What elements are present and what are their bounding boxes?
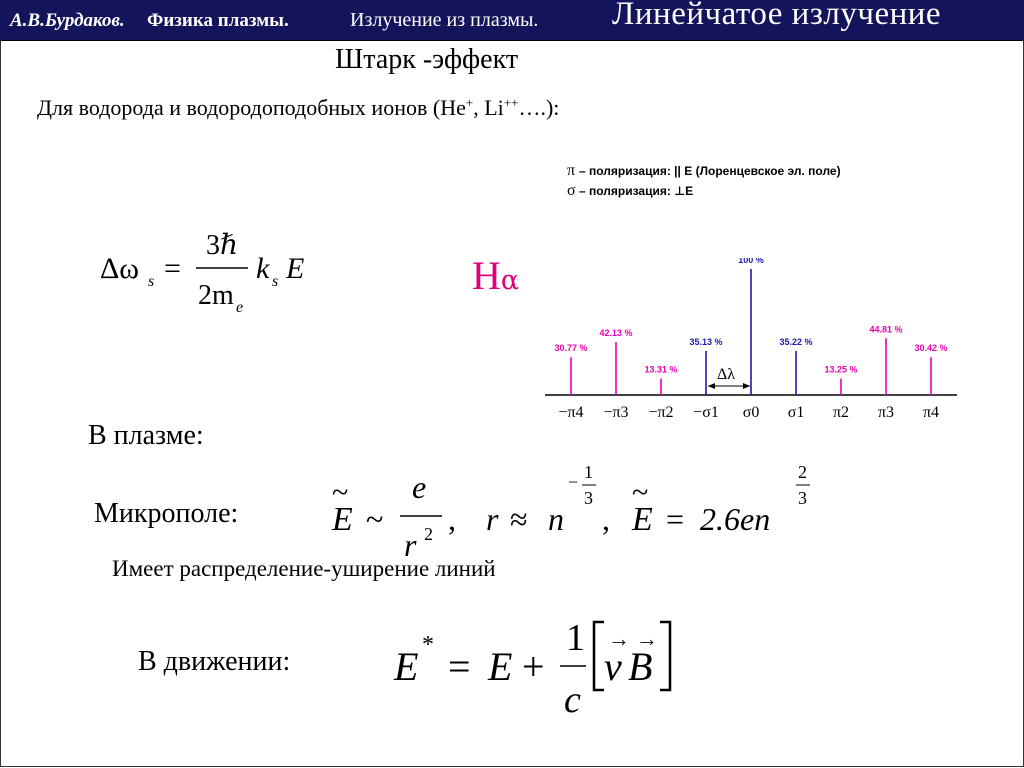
motion-label: В движении:	[138, 646, 291, 677]
header-topic: Излучение из плазмы.	[350, 9, 539, 31]
stark-denominator: 2m	[198, 280, 234, 311]
stark-k-sub: s	[272, 273, 279, 290]
stark-E: E	[286, 252, 305, 285]
stark-spectrum	[545, 258, 965, 430]
motion-B: B	[628, 644, 653, 689]
spectrum-tick-label: −π2	[648, 404, 674, 421]
stark-eq: =	[164, 252, 181, 285]
spectrum-value-label: 13.25 %	[824, 364, 858, 375]
header-author: А.В.Бурдаков.	[10, 10, 125, 31]
spectrum-value-label: 44.81 %	[869, 324, 903, 335]
intro-mid: , Li	[473, 95, 504, 120]
spectrum-tick-label: σ0	[742, 404, 760, 421]
motion-one: 1	[566, 617, 585, 659]
delta-omega: Δω	[100, 252, 140, 285]
intro-text	[37, 95, 559, 121]
micro-r: r	[486, 501, 499, 537]
spectrum-value-label: 13.31 %	[644, 364, 678, 375]
stark-k: k	[256, 252, 270, 285]
microfield-label: Микрополе:	[94, 498, 239, 529]
header-title: Линейчатое излучение	[612, 0, 942, 32]
motion-E: E	[488, 644, 513, 689]
micro-rhs: 2.6en	[700, 501, 771, 537]
motion-star: *	[422, 632, 434, 658]
spectrum-tick-label: π4	[922, 404, 940, 421]
spectrum-value-label: 35.22 %	[779, 336, 813, 347]
motion-B-arrow: →	[636, 626, 658, 651]
intro-main: Для водорода и водородоподобных ионов (He	[37, 95, 466, 120]
spectrum-value-label: 30.77 %	[554, 343, 588, 354]
stark-denominator-sub: e	[236, 299, 244, 316]
h-alpha-H: H	[472, 253, 501, 298]
intro-sup-plus: +	[465, 95, 474, 110]
legend-pi-text: – поляризация: || E (Лоренцевское эл. поле)	[579, 164, 841, 178]
spectrum-lines	[554, 258, 947, 421]
header-course: Физика плазмы.	[147, 10, 289, 31]
delta-omega-sub: s	[148, 273, 155, 290]
intro-sup-plusplus: ++	[503, 95, 519, 110]
micro-exp-num: 1	[584, 462, 593, 482]
spectrum-tick-label: σ1	[787, 404, 805, 421]
motion-eq: =	[448, 644, 471, 689]
spectrum-tick-label: −π3	[603, 404, 629, 421]
h-alpha-sub: α	[500, 265, 520, 296]
motion-bracket-right	[660, 622, 670, 690]
motion-v-arrow: →	[608, 626, 630, 651]
microfield-formula	[326, 458, 826, 564]
spectrum-value-label: 35.13 %	[689, 336, 723, 347]
spectrum-tick-label: π3	[877, 404, 895, 421]
stark-numerator: 3ℏ	[206, 230, 239, 261]
micro-sim: ~	[366, 501, 384, 537]
micro-E: E	[332, 501, 353, 538]
delta-lambda-marker	[708, 366, 750, 389]
micro-E2-tilde: ~	[632, 476, 649, 509]
micro-approx: ≈	[510, 501, 528, 537]
slide-subtitle: Штарк -эффект	[335, 44, 519, 75]
legend-pi-symbol: π	[567, 162, 576, 179]
delta-lambda-arrow-left	[708, 383, 715, 389]
delta-lambda-arrow-right	[743, 383, 750, 389]
intro-end: ….):	[518, 95, 560, 120]
spectrum-value-label: 100 %	[738, 258, 764, 265]
polarization-legend	[565, 158, 965, 202]
micro-denominator: r	[404, 527, 417, 563]
micro-exp-minus: −	[568, 472, 579, 492]
micro-comma-1: ,	[448, 501, 456, 537]
spectrum-value-label: 42.13 %	[599, 328, 633, 339]
motion-bracket-left	[594, 622, 604, 690]
micro-exp-den: 3	[584, 488, 593, 508]
motion-c: c	[564, 679, 581, 721]
slide-header	[0, 0, 1024, 41]
motion-v: v	[604, 644, 622, 689]
micro-exp2-den: 3	[798, 488, 807, 508]
spectrum-tick-label: −π4	[558, 404, 584, 421]
motion-E-star: E	[394, 644, 419, 689]
micro-E2: E	[632, 501, 653, 538]
distribution-text: Имеет распределение-уширение линий	[112, 556, 496, 581]
motion-formula	[390, 612, 690, 722]
delta-lambda-label: Δλ	[717, 366, 736, 383]
spectrum-value-label: 30.42 %	[914, 343, 948, 354]
micro-exp2-num: 2	[798, 462, 807, 482]
spectrum-tick-label: π2	[832, 404, 850, 421]
micro-n: n	[548, 501, 564, 537]
micro-E-tilde: ~	[332, 476, 349, 509]
spectrum-tick-label: −σ1	[693, 404, 719, 421]
stark-formula	[90, 222, 330, 322]
motion-plus: +	[522, 644, 545, 689]
legend-sigma-text: – поляризация: ⊥E	[579, 184, 694, 198]
micro-comma-2: ,	[602, 501, 610, 537]
micro-numerator: e	[412, 469, 427, 505]
plasma-label: В плазме:	[88, 420, 204, 451]
micro-denominator-power: 2	[424, 524, 433, 544]
legend-sigma-symbol: σ	[567, 182, 576, 199]
h-alpha-label	[472, 252, 519, 299]
micro-eq: =	[666, 501, 685, 537]
